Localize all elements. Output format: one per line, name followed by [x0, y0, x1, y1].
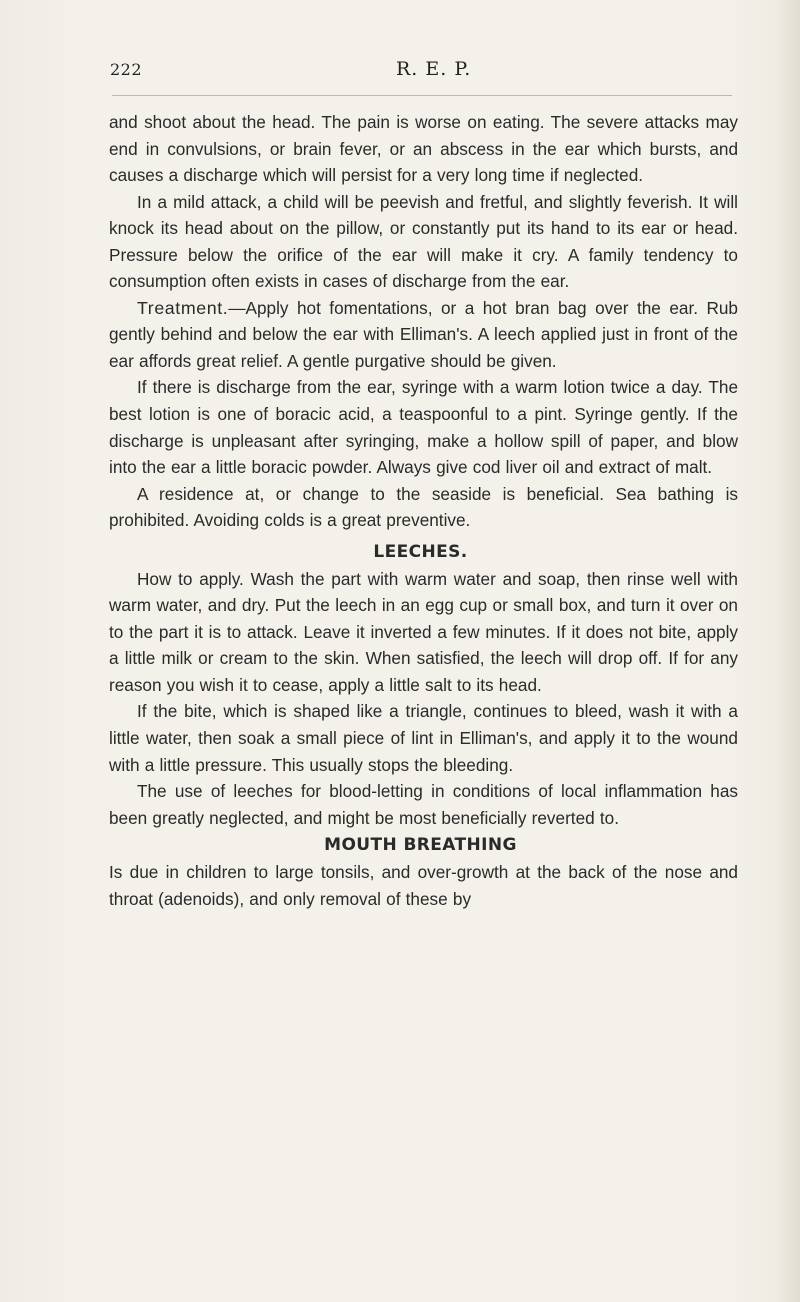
treatment-runin-heading: Treatment. [137, 297, 229, 318]
paragraph-mild-attack: In a mild attack, a child will be peevish and fretful, and slightly feverish. It will knock its head about on the pillow, or constantly put its hand to its ear or head. Pressure below the orifice of the ear will make it cry. A family tendency to consumption often exists in cases of discharge from the ear. [109, 191, 738, 292]
paragraph-mouth-breathing: Is due in children to large tonsils, and over-growth at the back of the nose and throat (adenoids), and only removal of these by [109, 862, 738, 909]
heading-mouth-breathing: MOUTH BREATHING [324, 835, 517, 856]
paragraph-how-to-apply: How to apply. Wash the part with warm water and soap, then rinse well with warm water, and dry. Put the leech in an egg cup or small box, and turn it over on to the part it is to attack. Leave it inverted a few minutes. If it does not bite, apply a little milk or cream to the skin. When satisfied, the leech will drop off. If for any reason you wish it to cease, apply a little salt to its head. [109, 568, 738, 695]
header-rule [112, 95, 732, 96]
paragraph-blood-letting: The use of leeches for blood-letting in conditions of local inflammation has been greatly neglected, and might be most beneficially reverted to. [109, 781, 738, 828]
treatment-text: —Apply hot fomentations, or a hot bran bag over the ear. Rub gently behind and below the ear with Elliman's. A leech applied just in front of the ear affords great relief. A gentle purgative should be given. [109, 297, 738, 371]
page-number: 222 [110, 60, 143, 79]
page-body [109, 109, 738, 912]
paragraph-continuation: and shoot about the head. The pain is worse on eating. The severe attacks may end in convulsions, or brain fever, or an abscess in the ear which bursts, and causes a discharge which will persist for a very long time if neglected. [109, 112, 738, 186]
page-edge-shadow [776, 0, 800, 1302]
paragraph-discharge: If there is discharge from the ear, syringe with a warm lotion twice a day. The best lotion is one of boracic acid, a teaspoonful to a pint. Syringe gently. If the discharge is unpleasant after syringing, make a hollow spill of paper, and blow into the ear a little boracic powder. Always give cod liver oil and extract of malt. [109, 377, 738, 478]
paragraph-bite-bleeding: If the bite, which is shaped like a triangle, continues to bleed, wash it with a little water, then soak a small piece of lint in Elliman's, and apply it to the wound with a little pressure. This usually stops the bleeding. [109, 701, 738, 775]
paragraph-seaside: A residence at, or change to the seaside is beneficial. Sea bathing is prohibited. Avoiding colds is a great preventive. [109, 483, 738, 531]
heading-leeches: LEECHES. [373, 541, 468, 562]
running-head: R. E. P. [396, 58, 472, 80]
page-header [110, 58, 720, 86]
paragraph-treatment [109, 295, 738, 375]
